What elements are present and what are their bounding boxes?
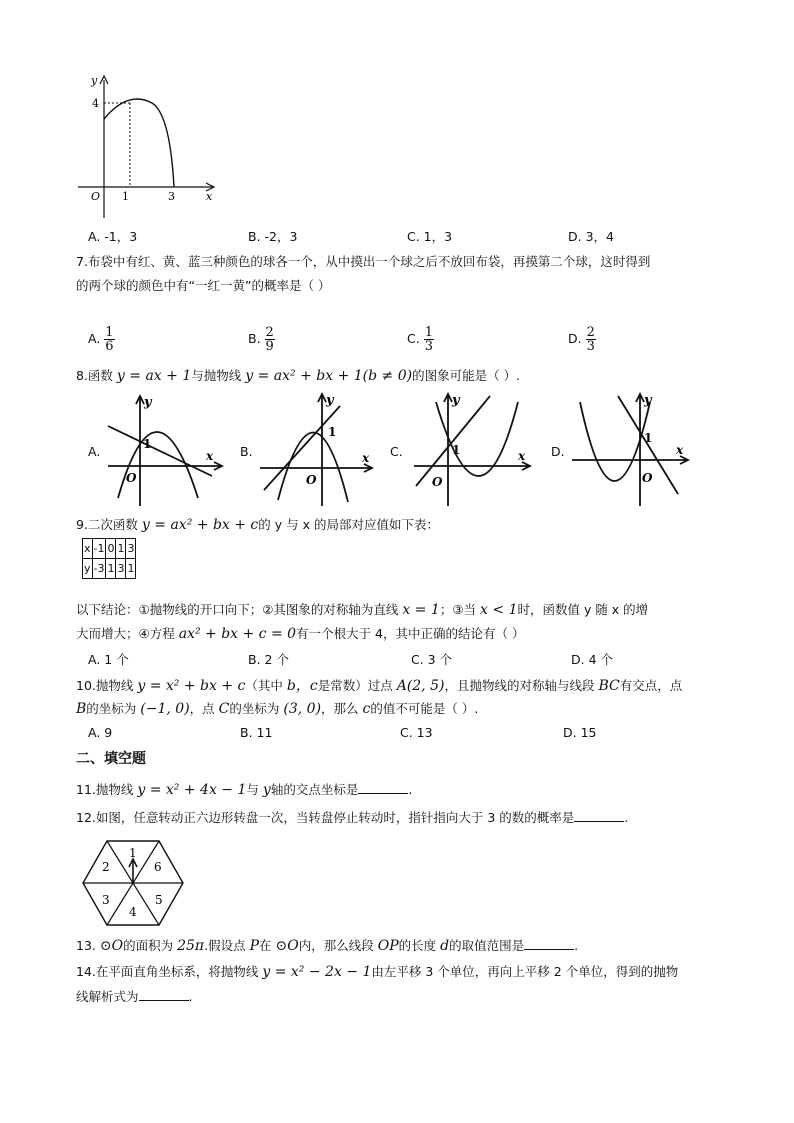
section-heading: 二、填空题 [76, 751, 146, 767]
q6-option-b: B. -2，3 [248, 229, 298, 244]
c-o-label: O [432, 475, 443, 489]
q8-graph-d [568, 390, 693, 510]
table-cell: x [83, 539, 93, 559]
table-cell: 3 [126, 539, 136, 559]
q10-option-b: B. 11 [240, 725, 273, 740]
table-row [83, 559, 136, 579]
answer-blank[interactable] [524, 939, 574, 950]
q14-line2: 线解析式为 . [76, 989, 193, 1004]
b-one-label: 1 [328, 425, 337, 439]
q8-label-b: B. [240, 444, 253, 459]
q7-option-b: B. $\frac{2}{9}$ [248, 325, 274, 354]
table-cell: 1 [126, 559, 136, 579]
sector-label: 2 [102, 860, 110, 874]
d-y-label: y [644, 393, 652, 408]
q14-line1: 14.在平面直角坐标系，将抛物线 y = x² − 2x − 1由左平移 3 个单位，再向上平移 2 个单位，得到的抛物 [76, 964, 679, 980]
b-y-label: y [326, 393, 334, 408]
q7-line1: 7.布袋中有红、黄、蓝三种颜色的球各一个，从中摸出一个球之后不放回布袋，再摸第二个球，这时得到 [76, 254, 651, 269]
a-x-label: x [206, 449, 214, 463]
sector-label: 5 [155, 893, 163, 907]
table-cell: 1 [106, 559, 116, 579]
parabola-curve [104, 99, 174, 187]
q7-option-a: A. $\frac{1}{6}$ [88, 325, 114, 354]
q9-option-c: C. 3 个 [411, 652, 453, 667]
table-cell: -3 [92, 559, 106, 579]
table-cell: -1 [92, 539, 106, 559]
q6-option-a: A. -1，3 [88, 229, 138, 244]
q6-parabola-graph [74, 72, 224, 220]
q8-graph-a [100, 390, 225, 510]
b-x-label: x [362, 451, 370, 465]
q6-label-o: O [91, 190, 101, 203]
q10-option-c: C. 13 [400, 725, 433, 740]
q9-option-d: D. 4 个 [571, 652, 613, 667]
q8-label-a: A. [88, 444, 101, 459]
sector-label: 6 [154, 860, 162, 874]
q8-label-d: D. [551, 444, 565, 459]
q7-line2: 的两个球的颜色中有“一红一黄”的概率是（ ） [76, 278, 331, 293]
q12: 12.如图，任意转动正六边形转盘一次，当转盘停止转动时，指针指向大于 3 的数的概率是 . [76, 810, 629, 825]
q6-label-3: 3 [168, 190, 175, 203]
table-cell: 1 [116, 539, 126, 559]
a-o-label: O [126, 471, 137, 485]
sector-label: 3 [102, 893, 110, 907]
q9-option-a: A. 1 个 [88, 652, 129, 667]
q6-label-x: x [206, 190, 213, 203]
line-graph [108, 426, 212, 476]
q10-line2: B的坐标为 (−1, 0)，点 C的坐标为 (3, 0)，那么 c的值不可能是（ ）. [76, 701, 479, 717]
q7-option-d: D. $\frac{2}{3}$ [568, 325, 595, 354]
q6-option-d: D. 3，4 [568, 229, 614, 244]
table-cell: y [83, 559, 93, 579]
sector-label: 1 [129, 846, 137, 860]
table-cell: 0 [106, 539, 116, 559]
q9-stem: 9.二次函数 y = ax² + bx + c的 y 与 x 的局部对应值如下表： [76, 517, 439, 533]
answer-blank[interactable] [574, 811, 624, 822]
q12-hexagon-spinner [80, 838, 186, 928]
answer-blank[interactable] [139, 990, 189, 1001]
line-graph [416, 396, 490, 486]
line-graph [264, 406, 340, 490]
q8-graph-c [410, 390, 535, 510]
q10-option-d: D. 15 [563, 725, 597, 740]
q9-option-b: B. 2 个 [248, 652, 289, 667]
q10-line1: 10.抛物线 y = x² + bx + c（其中 b，c是常数）过点 A(2, 5)，且抛物线的对称轴与线段 BC有交点，点 [76, 678, 683, 694]
q8-graph-b [256, 390, 376, 510]
q8-label-c: C. [390, 444, 403, 459]
q6-label-1: 1 [122, 190, 129, 203]
q6-option-c: C. 1，3 [407, 229, 453, 244]
a-y-label: y [144, 395, 152, 410]
q13: 13. ⊙O的面积为 25π.假设点 P在 ⊙O内，那么线段 OP的长度 d的取值范围是 . [76, 938, 579, 954]
c-one-label: 1 [452, 443, 461, 457]
parabola-curve [118, 432, 198, 498]
q6-label-y: y [91, 74, 98, 87]
d-one-label: 1 [644, 431, 653, 445]
q11: 11.抛物线 y = x² + 4x − 1与 y轴的交点坐标是 . [76, 782, 413, 798]
q7-option-c: C. $\frac{1}{3}$ [407, 325, 433, 354]
table-cell: 3 [116, 559, 126, 579]
q9-value-table [82, 538, 136, 579]
q6-label-4: 4 [92, 97, 99, 110]
q9-line2: 大而增大；④方程 ax² + bx + c = 0有一个根大于 4，其中正确的结论有（ ） [76, 626, 525, 642]
answer-blank[interactable] [358, 783, 408, 794]
a-one-label: 1 [143, 437, 152, 451]
q10-option-a: A. 9 [88, 725, 113, 740]
b-o-label: O [306, 473, 317, 487]
c-y-label: y [452, 393, 460, 408]
table-row [83, 539, 136, 559]
d-o-label: O [642, 471, 653, 485]
c-x-label: x [518, 449, 526, 463]
sector-label: 4 [129, 905, 137, 919]
d-x-label: x [676, 443, 684, 457]
q9-line1: 以下结论：①抛物线的开口向下；②其图象的对称轴为直线 x = 1；③当 x < 1时，函数值 y 随 x 的增 [76, 602, 649, 618]
q8-stem: 8.函数 y = ax + 1与抛物线 y = ax² + bx + 1(b ≠ 0)的图象可能是（ ）. [76, 368, 521, 384]
